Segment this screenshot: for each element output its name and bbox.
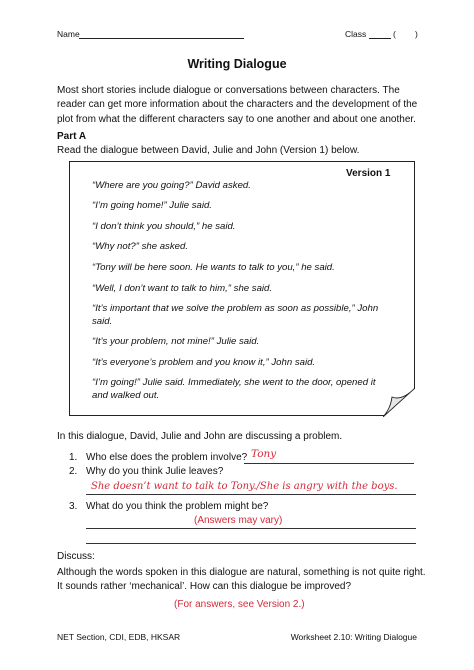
- question-3-answer-line-2[interactable]: [86, 543, 416, 544]
- discuss-label: Discuss:: [57, 551, 95, 562]
- dialogue-line-9: “It’s everyone’s problem and you know it,” John said.: [92, 357, 316, 368]
- dialogue-line-10: “I’m going!” Julie said. Immediately, she went to the door, opened it and walked out.: [92, 377, 376, 401]
- name-field-line[interactable]: [79, 38, 244, 39]
- question-3-answer-line-1[interactable]: [86, 528, 416, 529]
- class-paren-close: ): [415, 29, 418, 39]
- dialogue-line-1: “Where are you going?” David asked.: [92, 180, 251, 191]
- version-label: Version 1: [346, 168, 391, 179]
- intro-paragraph: Most short stories include dialogue or conversations between characters. The reader can get more information about the characters and the development of the plot from what the different characters say to one another and about one another.: [57, 85, 418, 125]
- dialogue-line-7: “It’s important that we solve the problem as soon as possible,” John said.: [92, 303, 379, 327]
- question-3-answer: (Answers may vary): [194, 515, 283, 526]
- dialogue-line-3: “I don’t think you should,” he said.: [92, 221, 236, 232]
- question-1-number: 1.: [69, 452, 78, 463]
- dialogue-line-2: “I’m going home!” Julie said.: [92, 200, 212, 211]
- class-label: Class: [345, 29, 367, 39]
- question-3-text: What do you think the problem might be?: [86, 501, 269, 512]
- class-paren-open: (: [393, 29, 396, 39]
- question-2-answer: She doesn’t want to talk to Tony./She is angry with the boys.: [91, 481, 398, 492]
- question-1-answer-line[interactable]: [244, 463, 414, 464]
- dialogue-line-5: “Tony will be here soon. He wants to talk to you,” he said.: [92, 262, 335, 273]
- question-1-answer: Tony: [251, 448, 277, 460]
- footer-left: NET Section, CDI, EDB, HKSAR: [57, 632, 181, 642]
- part-a-instruction: Read the dialogue between David, Julie and John (Version 1) below.: [57, 145, 360, 156]
- part-a-heading: Part A: [57, 131, 87, 142]
- page-title: Writing Dialogue: [187, 57, 287, 71]
- name-label: Name: [57, 29, 80, 39]
- discuss-text: Although the words spoken in this dialogue are natural, something is not quite right. It sounds rather ‘mechanical’. How can this dialogue be improved?: [57, 567, 426, 593]
- discussion-intro: In this dialogue, David, Julie and John are discussing a problem.: [57, 431, 343, 442]
- class-field-line[interactable]: [369, 38, 391, 39]
- dialogue-line-8: “It’s your problem, not mine!” Julie said.: [92, 336, 260, 347]
- dialogue-line-4: “Why not?” she asked.: [92, 241, 188, 252]
- question-1-text: Who else does the problem involve?: [86, 452, 248, 463]
- question-2-answer-line[interactable]: [86, 494, 416, 495]
- question-2-number: 2.: [69, 466, 78, 477]
- discuss-answer-note: (For answers, see Version 2.): [174, 599, 305, 610]
- question-3-number: 3.: [69, 501, 78, 512]
- footer-right: Worksheet 2.10: Writing Dialogue: [290, 632, 417, 642]
- dialogue-line-6: “Well, I don’t want to talk to him,” she said.: [92, 283, 273, 294]
- question-2-text: Why do you think Julie leaves?: [86, 466, 224, 477]
